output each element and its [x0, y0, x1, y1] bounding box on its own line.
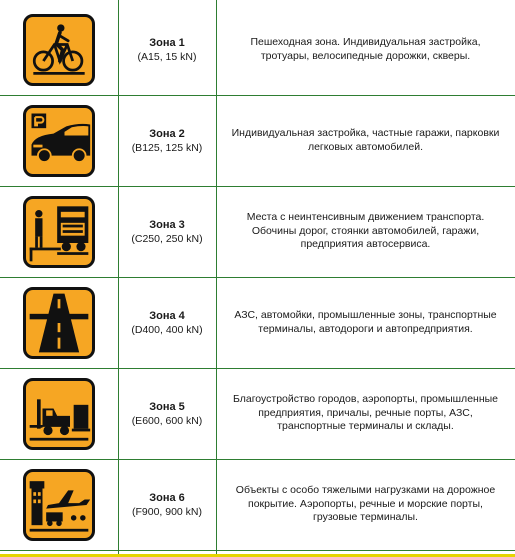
- zone-load-class: (C250, 250 kN): [131, 232, 203, 245]
- airport-icon: [23, 469, 95, 541]
- zone-load-class: (D400, 400 kN): [131, 323, 203, 336]
- zone-name: Зона 1: [149, 36, 185, 49]
- highway-icon: [23, 287, 95, 359]
- table-row: [0, 4, 515, 95]
- row-divider: [0, 95, 515, 96]
- table-row: [0, 277, 515, 368]
- row-divider: [0, 368, 515, 369]
- column-divider: [118, 0, 119, 557]
- zone-name: Зона 3: [149, 218, 185, 231]
- zone-description: Индивидуальная застройка, частные гаражи, парковки легковых автомобилей.: [231, 127, 500, 153]
- zone-load-class: (F900, 900 kN): [131, 505, 203, 518]
- row-divider: [0, 186, 515, 187]
- zone-load-class: (B125, 125 kN): [131, 141, 203, 154]
- zone-description: Пешеходная зона. Индивидуальная застройка, тротуары, велосипедные дорожки, скверы.: [250, 36, 481, 62]
- parked-car-icon: [23, 105, 95, 177]
- zone-name: Зона 2: [149, 127, 185, 140]
- table-row: [0, 95, 515, 186]
- zone-load-class: (E600, 600 kN): [131, 414, 203, 427]
- zone-load-class: (A15, 15 kN): [137, 50, 197, 63]
- column-divider: [216, 0, 217, 557]
- zone-name: Зона 5: [149, 400, 185, 413]
- zone-description: Места с неинтенсивным движением транспорта. Обочины дорог, стоянки автомобилей, гаражи, предприятия автосервиса.: [246, 211, 485, 251]
- table-row: [0, 186, 515, 277]
- row-divider: [0, 550, 515, 551]
- bicycle-icon: [23, 14, 95, 86]
- truck-roadside-icon: [23, 196, 95, 268]
- zone-description: Благоустройство городов, аэропорты, промышленные предприятия, причалы, речные порты, АЗС, транспортные терминалы и склады.: [232, 393, 499, 433]
- zone-name: Зона 6: [149, 491, 185, 504]
- table-row: [0, 459, 515, 550]
- table-row: [0, 368, 515, 459]
- zone-description: АЗС, автомойки, промышленные зоны, транспортные терминалы, автодороги и автопредприятия.: [234, 309, 497, 335]
- row-divider: [0, 459, 515, 460]
- row-divider: [0, 277, 515, 278]
- zone-name: Зона 4: [149, 309, 185, 322]
- forklift-icon: [23, 378, 95, 450]
- zone-description: Объекты с особо тяжелыми нагрузками на дорожное покрытие. Аэропорты, речные и морские порты, грузовые терминалы.: [235, 484, 496, 524]
